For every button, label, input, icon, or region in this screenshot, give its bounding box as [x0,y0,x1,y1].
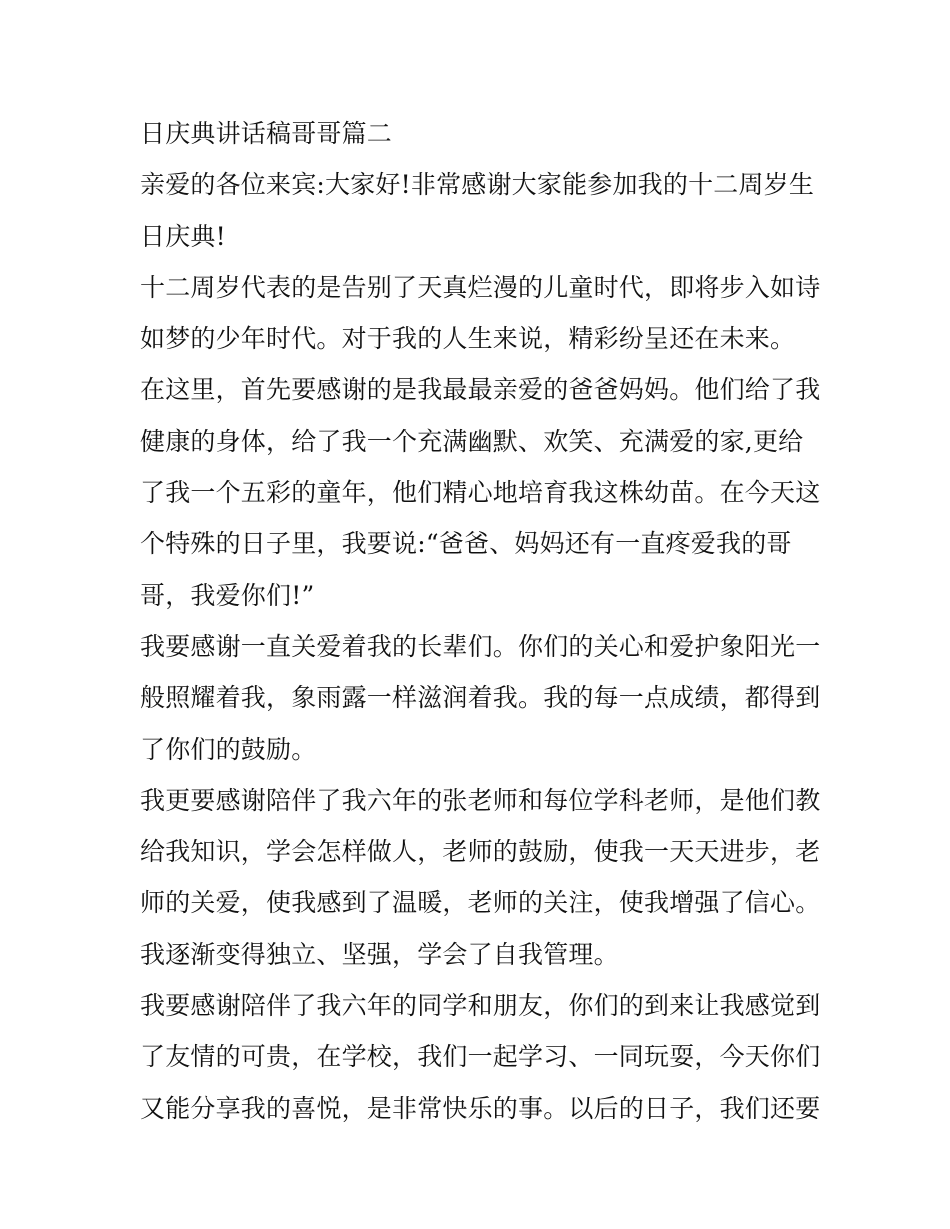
text-line: 师的关爱，使我感到了温暖，老师的关注，使我增强了信心。 [140,888,821,918]
text-line: 亲爱的各位来宾:大家好!非常感谢大家能参加我的十二周岁生 [140,170,815,200]
text-line: 我要感谢一直关爱着我的长辈们。你们的关心和爱护象阳光一 [140,631,821,661]
document-body [140,108,830,1134]
text-line: 十二周岁代表的是告别了天真烂漫的儿童时代，即将步入如诗 [140,272,821,302]
text-line: 个特殊的日子里，我要说:“爸爸、妈妈还有一直疼爱我的哥 [140,529,792,559]
text-line: 健康的身体，给了我一个充满幽默、欢笑、充满爱的家,更给 [140,426,804,456]
text-line: 在这里，首先要感谢的是我最最亲爱的爸爸妈妈。他们给了我 [140,375,821,405]
text-line: 日庆典! [140,221,226,251]
text-line: 又能分享我的喜悦，是非常快乐的事。以后的日子，我们还要 [140,1093,821,1123]
heading-line: 日庆典讲话稿哥哥篇二 [140,119,393,148]
text-line: 我更要感谢陪伴了我六年的张老师和每位学科老师，是他们教 [140,785,821,815]
text-line: 般照耀着我，象雨露一样滋润着我。我的每一点成绩，都得到 [140,683,821,713]
text-line: 了我一个五彩的童年，他们精心地培育我这株幼苗。在今天这 [140,478,821,508]
text-line: 了友情的可贵，在学校，我们一起学习、一同玩耍，今天你们 [140,1042,821,1072]
text-line: 哥，我爱你们!” [140,580,315,610]
text-line: 给我知识，学会怎样做人，老师的鼓励，使我一天天进步，老 [140,837,821,867]
text-line: 我逐渐变得独立、坚强，学会了自我管理。 [140,939,619,969]
text-line: 如梦的少年时代。对于我的人生来说，精彩纷呈还在未来。 [140,324,796,354]
text-line: 我要感谢陪伴了我六年的同学和朋友，你们的到来让我感觉到 [140,991,821,1021]
text-line: 了你们的鼓励。 [140,734,317,764]
